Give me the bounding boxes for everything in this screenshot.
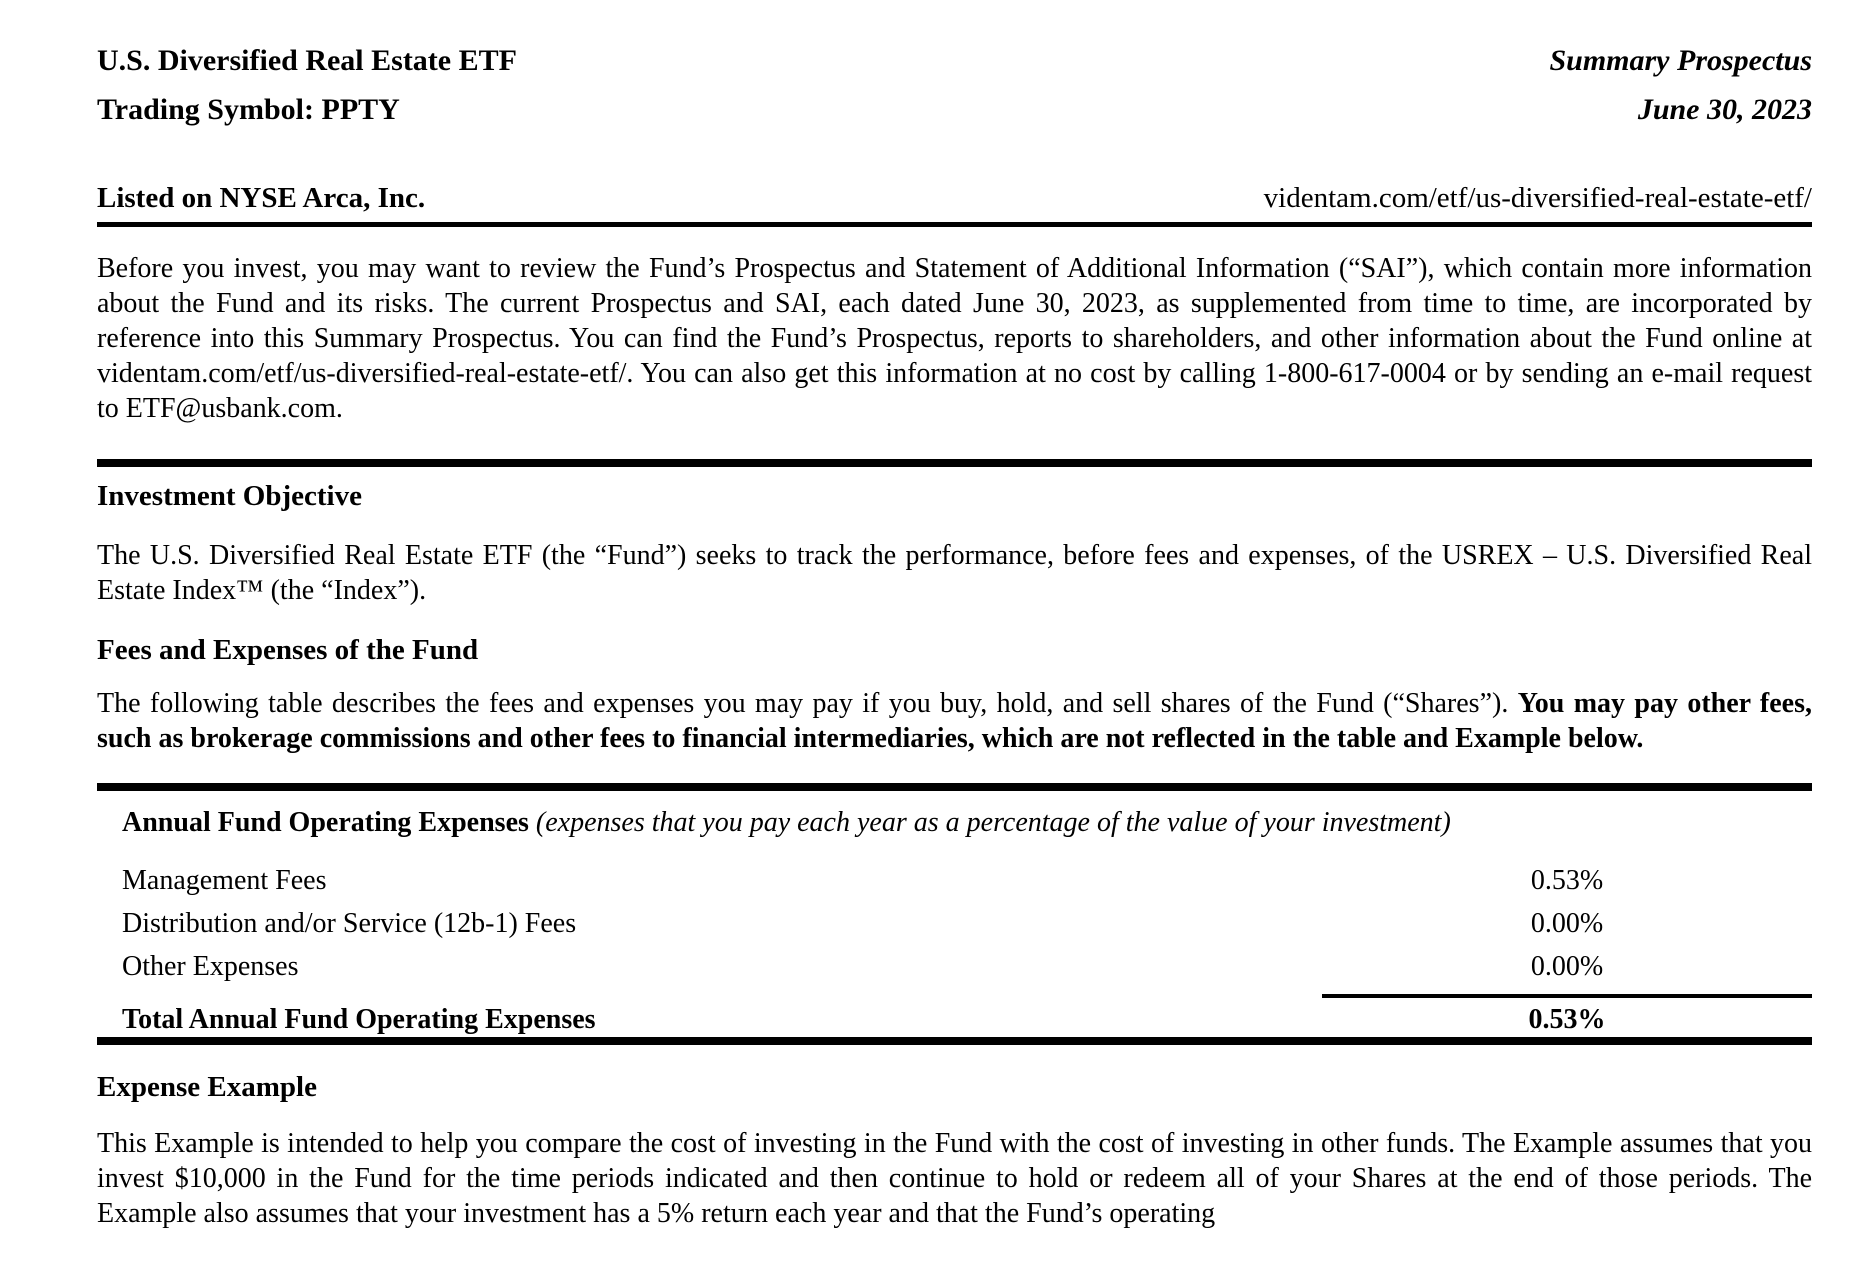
- prospectus-page: [0, 36, 1858, 1231]
- table-bottom-rule: [97, 1037, 1812, 1045]
- fees-paragraph-bold: You may pay other fees, such as brokerage commissions and other fees to financial intermediaries, which are not reflected in the table and Example below.: [97, 688, 1812, 754]
- document-header: [97, 36, 1812, 134]
- investment-objective-paragraph: The U.S. Diversified Real Estate ETF (the “Fund”) seeks to track the performance, before fees and expenses, of the USREX – U.S. Diversified Real Estate Index™ (the “Index”).: [97, 540, 1812, 606]
- listing-row: [97, 182, 1812, 227]
- expense-example-heading: Expense Example: [97, 1071, 317, 1103]
- table-row: [122, 906, 1812, 941]
- fees-paragraph-normal: The following table describes the fees and expenses you may pay if you buy, hold, and sell shares of the Fund (“Shares”).: [97, 688, 1509, 719]
- section-divider: [97, 459, 1812, 467]
- table-caption-title: Annual Fund Operating Expenses: [122, 807, 529, 838]
- row-value: 0.53%: [1530, 865, 1604, 896]
- fees-heading: Fees and Expenses of the Fund: [97, 634, 479, 666]
- table-top-rule: [97, 783, 1812, 791]
- fund-url: videntam.com/etf/us-diversified-real-estate-etf/: [1263, 182, 1812, 214]
- investment-objective-heading: Investment Objective: [97, 480, 362, 512]
- document-date: June 30, 2023: [1637, 93, 1812, 126]
- header-right: [1549, 36, 1812, 134]
- row-label: Other Expenses: [122, 951, 299, 982]
- header-left: [97, 36, 517, 134]
- fund-name: U.S. Diversified Real Estate ETF: [97, 44, 517, 77]
- row-value: 0.00%: [1530, 908, 1604, 939]
- table-caption: [122, 805, 1812, 840]
- exchange-listing: Listed on NYSE Arca, Inc.: [97, 182, 426, 214]
- document-type: Summary Prospectus: [1549, 44, 1812, 77]
- fees-paragraph: [97, 686, 1812, 756]
- row-value: 0.00%: [1530, 951, 1604, 982]
- total-label: Total Annual Fund Operating Expenses: [122, 1004, 596, 1035]
- row-label: Management Fees: [122, 865, 327, 896]
- intro-paragraph: Before you invest, you may want to review the Fund’s Prospectus and Statement of Additional Information (“SAI”), which contain more information about the Fund and its risks. The current Prospectus and SAI, each dated June 30, 2023, as supplemented from time to time, are incorporated by reference into this Summary Prospectus. You can find the Fund’s Prospectus, reports to shareholders, and other information about the Fund online at videntam.com/etf/us-diversified-real-estate-etf/. You can also get this information at no cost by calling 1-800-617-0004 or by sending an e-mail request to ETF@usbank.com.: [97, 253, 1812, 424]
- table-row: [122, 949, 1812, 984]
- table-row: [122, 863, 1812, 898]
- expense-example-paragraph: This Example is intended to help you compare the cost of investing in the Fund with the cost of investing in other funds. The Example assumes that you invest $10,000 in the Fund for the time periods indicated and then continue to hold or redeem all of your Shares at the end of those periods. The Example also assumes that your investment has a 5% return each year and that the Fund’s operating: [97, 1128, 1812, 1229]
- total-value: 0.53%: [1322, 994, 1812, 1037]
- table-caption-note: (expenses that you pay each year as a percentage of the value of your investment): [535, 807, 1451, 838]
- row-label: Distribution and/or Service (12b-1) Fees: [122, 908, 577, 939]
- table-total-row: [122, 994, 1812, 1037]
- trading-symbol: Trading Symbol: PPTY: [97, 93, 400, 126]
- annual-expenses-table: [122, 805, 1812, 1037]
